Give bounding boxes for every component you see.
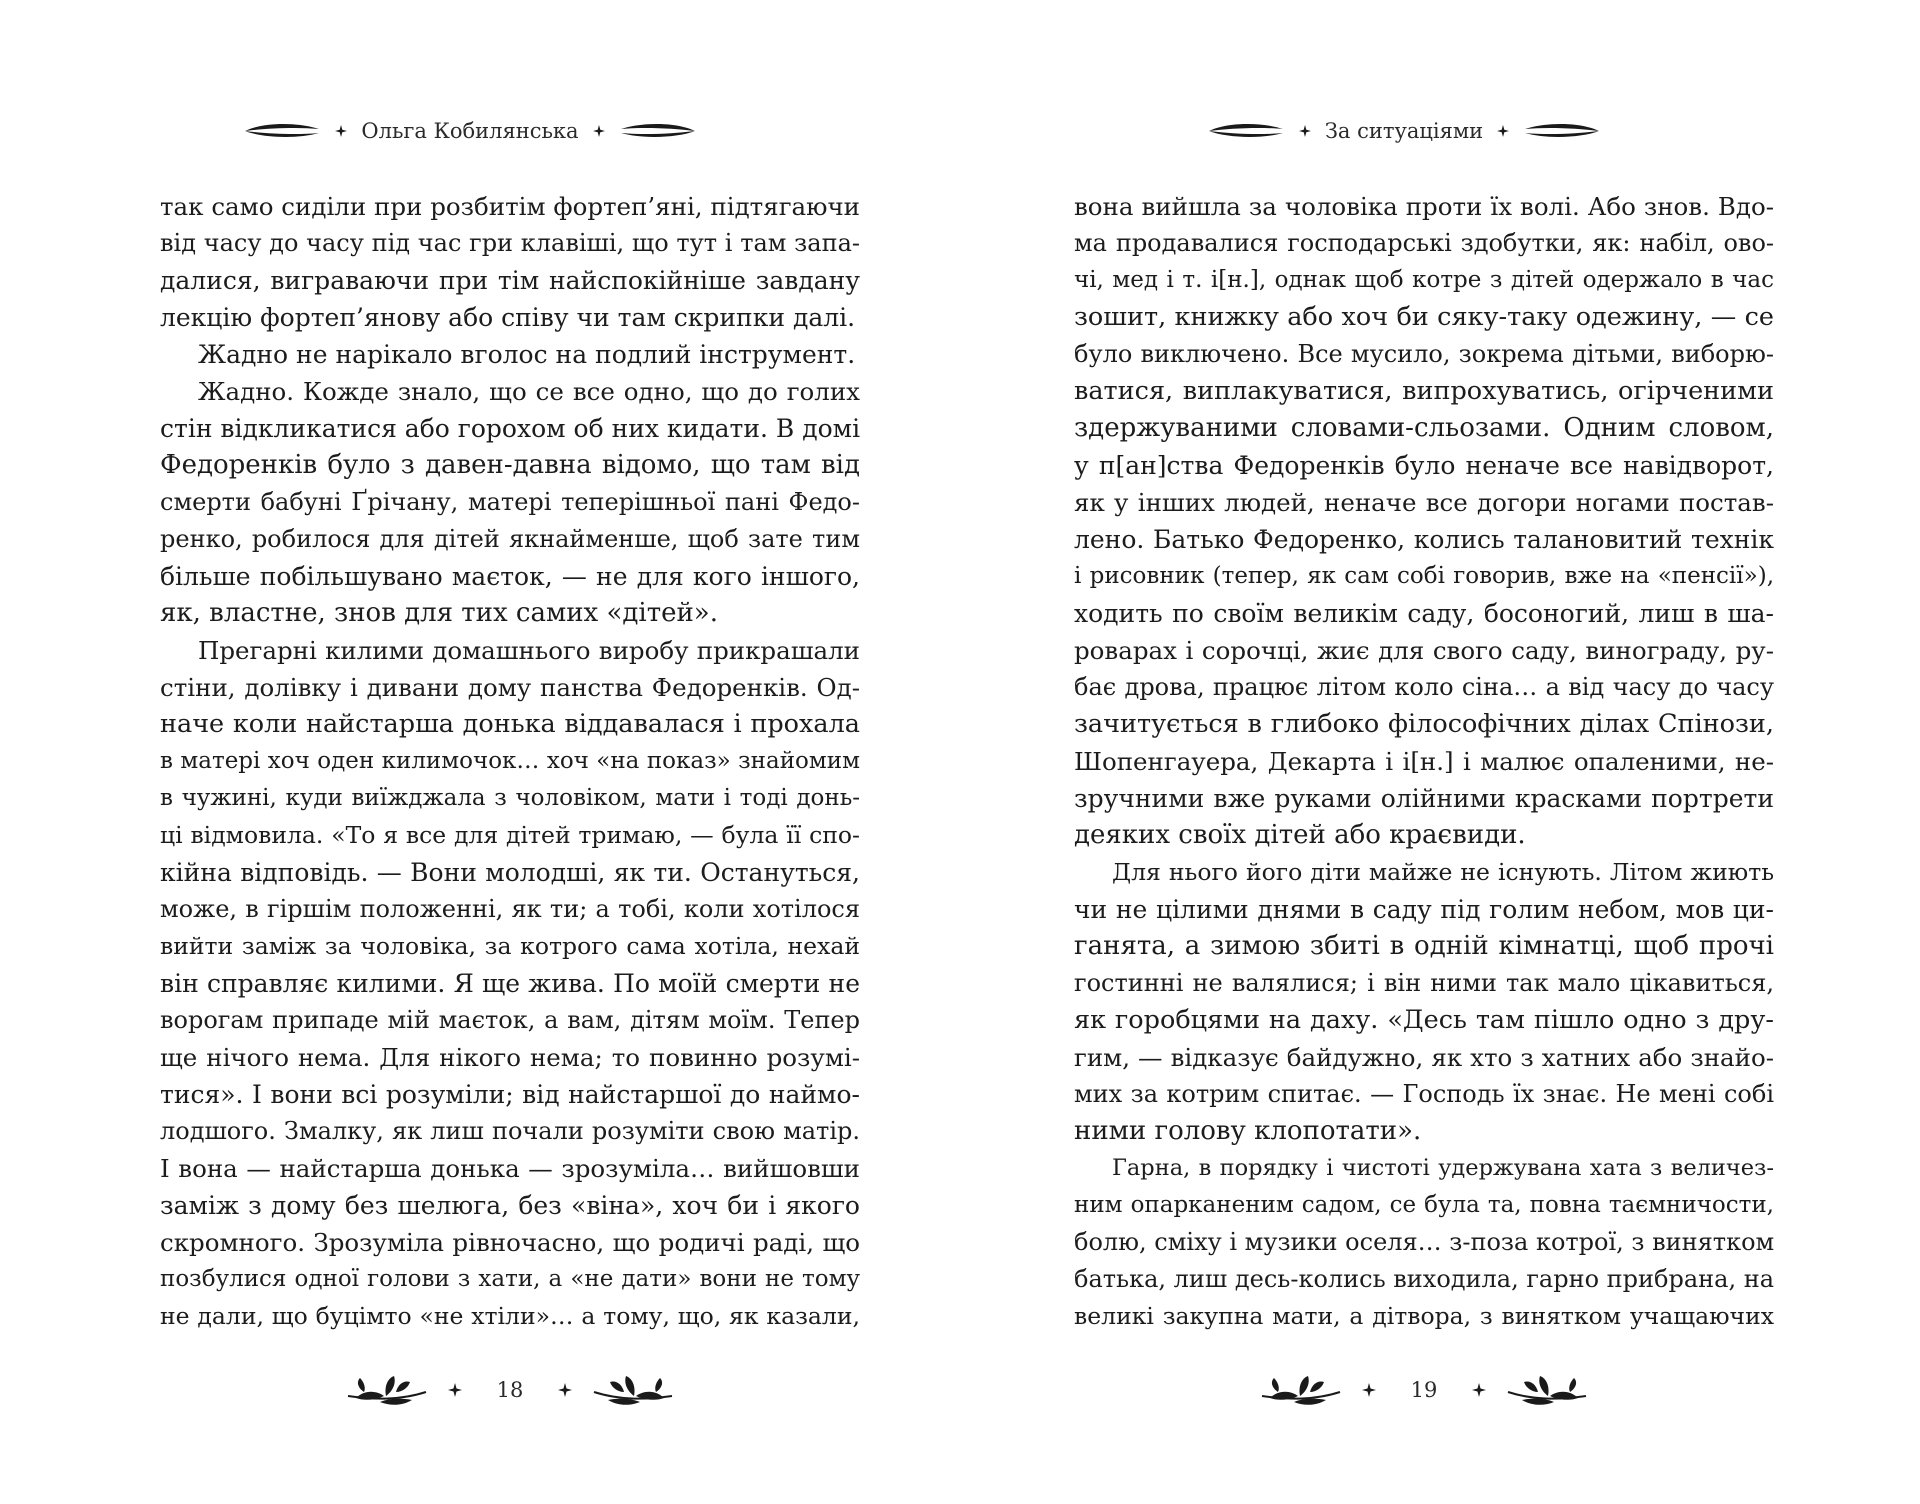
- text-line: в чужині, куди виїжджала з чоловіком, мати і тоді донь-: [160, 785, 860, 811]
- left-page-text: [160, 188, 860, 1335]
- text-line: ватися, виплакуватися, випрохуватись, огірченими: [1074, 376, 1774, 406]
- star-icon: [593, 125, 605, 137]
- star-icon: [1299, 125, 1311, 137]
- star-icon: [448, 1383, 462, 1397]
- text-line: ще нічого нема. Для нікого нема; то повинно розумі-: [160, 1043, 860, 1072]
- text-line: гим, — відказує байдужно, як хто з хатних або знайо-: [1074, 1043, 1774, 1072]
- text-line: стіни, долівку і дивани дому панства Федоренків. Од-: [160, 673, 860, 702]
- running-head-right: [1154, 116, 1654, 146]
- text-line: смерти бабуні Ґрічану, матері теперішньої пані Федо-: [160, 488, 860, 516]
- floral-sprig-icon: [346, 1370, 430, 1410]
- star-icon: [1362, 1383, 1376, 1397]
- floral-sprig-icon: [1504, 1370, 1588, 1410]
- text-line: І вона — найстарша донька — зрозуміла… вийшовши: [160, 1154, 860, 1183]
- text-line: вийти заміж за чоловіка, за котрого сама хотіла, нехай: [160, 932, 860, 960]
- text-line: Прегарні килими домашнього виробу прикрашали: [198, 636, 860, 665]
- text-line: ними голову клопотати».: [1074, 1116, 1422, 1146]
- text-line: деяких своїх дітей або краєвиди.: [1074, 820, 1526, 850]
- text-line: чі, мед і т. і[н.], однак щоб котре з дітей одержало в час: [1074, 267, 1774, 293]
- text-line: гостинні не валялися; і він ними так мало цікавиться,: [1074, 969, 1774, 997]
- text-line: скромного. Зрозуміла рівночасно, що родичі раді, що: [160, 1228, 860, 1257]
- text-line: мих за котрим спитає. — Господь їх знає. Не мені собі: [1074, 1080, 1774, 1108]
- text-line: було виключено. Все мусило, зокрема дітьми, виборю-: [1074, 340, 1774, 368]
- folio-right: [1074, 1370, 1774, 1410]
- text-line: у п[ан]ства Федоренків було неначе все навідворот,: [1074, 451, 1774, 480]
- leaf-ornament-icon: [243, 122, 321, 140]
- text-line: ним опарканеним садом, се була та, повна таємничости,: [1074, 1192, 1774, 1218]
- text-line: Шопенгауера, Декарта і і[н.] і малює опаленими, не-: [1074, 747, 1774, 776]
- text-line: як у інших людей, неначе все догори ногами постав-: [1074, 488, 1774, 517]
- text-line: ренко, робилося для дітей якнайменше, щоб зате тим: [160, 525, 860, 553]
- text-line: батька, лиш десь-колись виходила, гарно прибрана, на: [1074, 1265, 1774, 1293]
- text-line: болю, сміху і музики оселя… з-поза котрої, з винятком: [1074, 1228, 1774, 1256]
- star-icon: [1497, 125, 1509, 137]
- text-line: Для нього його діти майже не існують. Літом жиють: [1112, 858, 1774, 886]
- text-line: може, в гіршім положенні, як ти; а тобі, коли хотілося: [160, 895, 860, 923]
- text-line: більше побільшувано маєток, — не для кого іншого,: [160, 562, 860, 591]
- page-number: 19: [1410, 1378, 1438, 1402]
- text-line: лено. Батько Федоренко, колись талановитий технік: [1074, 525, 1774, 554]
- right-page: [1074, 0, 1774, 1504]
- text-line: заміж з дому без шелюга, без «віна», хоч би і якого: [160, 1191, 860, 1220]
- text-line: і рисовник (тепер, як сам собі говорив, вже на «пенсії»),: [1074, 563, 1774, 589]
- text-line: лодшого. Змалку, як лиш почали розуміти свою матір.: [160, 1117, 860, 1145]
- text-line: зошит, книжку або хоч би сяку-таку одежину, — се: [1074, 302, 1774, 332]
- text-line: Жадно не нарікало вголос на подлий інструмент.: [198, 340, 856, 369]
- text-line: стін відкликатися або горохом об них кидати. В домі: [160, 414, 860, 443]
- star-icon: [335, 125, 347, 137]
- text-line: Гарна, в порядку і чистоті удержувана хата з величез-: [1112, 1155, 1774, 1181]
- star-icon: [1472, 1383, 1486, 1397]
- star-icon: [558, 1383, 572, 1397]
- running-head-title: За ситуаціями: [1324, 119, 1484, 143]
- text-line: від часу до часу під час гри клавіші, що тут і там запа-: [160, 229, 860, 257]
- floral-sprig-icon: [1260, 1370, 1344, 1410]
- text-line: кійна відповідь. — Вони молодші, як ти. Остануться,: [160, 858, 860, 887]
- text-line: вона вийшла за чоловіка проти їх волі. Або знов. Вдо-: [1074, 192, 1774, 221]
- folio-left: [160, 1370, 860, 1410]
- text-line: так само сиділи при розбитім фортеп’яні, підтягаючи: [160, 192, 860, 221]
- text-line: ганята, а зимою збиті в одній кімнатці, щоб прочі: [1074, 931, 1774, 961]
- text-line: тися». І вони всі розуміли; від найстаршої до наймо-: [160, 1080, 860, 1109]
- text-line: великі закупна мати, а дітвора, з винятком учащаючих: [1074, 1302, 1774, 1330]
- text-line: зачитується в глибоко філософічних ділах Спінози,: [1074, 709, 1774, 739]
- text-line: він справляє килими. Я ще жива. По моїй смерти не: [160, 969, 860, 998]
- leaf-ornament-icon: [1523, 122, 1601, 140]
- right-page-text: [1074, 188, 1774, 1335]
- text-line: в матері хоч оден килимочок… хоч «на показ» знайомим: [160, 748, 860, 774]
- text-line: ходить по своїм великім саду, босоногий, лиш в ша-: [1074, 599, 1774, 628]
- text-line: здержуваними словами-сльозами. Одним словом,: [1074, 413, 1774, 443]
- text-line: бає дрова, працює літом коло сіна… а від часу до часу: [1074, 673, 1774, 701]
- leaf-ornament-icon: [1207, 122, 1285, 140]
- text-line: лекцію фортеп’янову або співу чи там скрипки далі.: [160, 303, 856, 332]
- leaf-ornament-icon: [619, 122, 697, 140]
- text-line: як, властне, знов для тих самих «дітей».: [160, 598, 718, 628]
- text-line: наче коли найстарша донька віддавалася і прохала: [160, 709, 860, 739]
- page-number: 18: [496, 1378, 524, 1402]
- text-line: Жадно. Кожде знало, що се все одно, що до голих: [198, 377, 860, 406]
- text-line: не дали, що буцімто «не хтіли»… а тому, що, як казали,: [160, 1302, 860, 1330]
- text-line: чи не цілими днями в саду під голим небом, мов ци-: [1074, 895, 1774, 924]
- text-line: ворогам припаде мій маєток, а вам, дітям моїм. Тепер: [160, 1006, 860, 1034]
- running-head-author: Ольга Кобилянська: [361, 119, 579, 143]
- text-line: позбулися одної голови з хати, а «не дати» вони не тому: [160, 1266, 860, 1292]
- text-line: як горобцями на даху. «Десь там пішло одно з дру-: [1074, 1005, 1774, 1035]
- text-line: зручними вже руками олійними красками портрети: [1074, 784, 1774, 813]
- left-page: [160, 0, 860, 1504]
- text-line: Федоренків було з давен-давна відомо, що там від: [160, 450, 860, 480]
- text-line: далися, виграваючи при тім найспокійніше завдану: [160, 266, 860, 295]
- text-line: роварах і сорочці, жиє для свого саду, винограду, ру-: [1074, 636, 1774, 665]
- running-head-left: [230, 116, 710, 146]
- floral-sprig-icon: [590, 1370, 674, 1410]
- text-line: ці відмовила. «То я все для дітей тримаю, — була її спо-: [160, 821, 860, 849]
- text-line: ма продавалися господарські здобутки, як: набіл, ово-: [1074, 229, 1774, 257]
